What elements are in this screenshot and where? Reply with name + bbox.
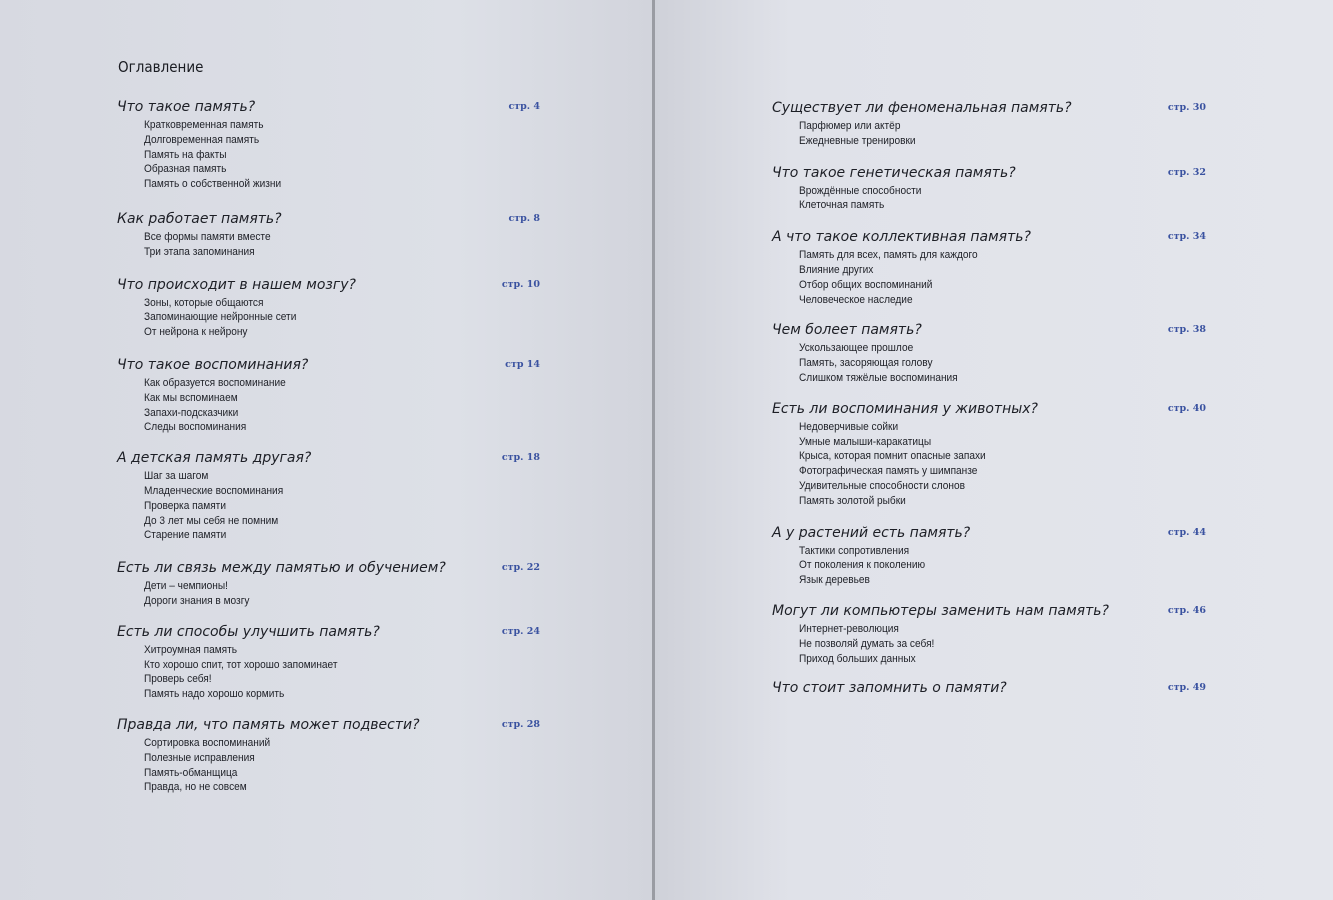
section-page-number: стр. 40 [1167,402,1206,414]
subtopic-item: Как образуется воспоминание [144,376,286,389]
subtopic-item: Запоминающие нейронные сети [144,311,297,324]
toc-section [117,622,540,702]
section-title[interactable]: Что такое память? [117,99,256,115]
subtopic-item: Память золотой рыбки [799,494,906,507]
subtopic-list [117,295,540,340]
subtopic-item: Человеческое наследие [799,293,913,306]
section-title[interactable]: Существует ли феноменальная память? [772,100,1072,116]
subtopic-item: Хитроумная память [144,643,238,656]
section-title[interactable]: Что такое генетическая память? [772,164,1016,181]
section-page-number: стр. 32 [1167,166,1206,178]
section-page-number: стр. 44 [1167,526,1206,538]
subtopic-list [772,183,1206,214]
subtopic-item: Парфюмер или актёр [799,120,901,132]
subtopic-item: Все формы памяти вместе [144,230,271,243]
subtopic-item: Фотографическая память у шимпанзе [799,465,978,478]
subtopic-item: От поколения к поколению [799,559,926,572]
subtopic-item: Недоверчивые сойки [799,420,899,433]
section-page-number: стр. 30 [1167,102,1206,113]
section-title[interactable]: Что такое воспоминания? [117,356,309,373]
section-title[interactable]: Чем болеет память? [772,322,922,339]
section-title[interactable]: Правда ли, что память может подвести? [117,716,420,733]
subtopic-list [772,340,1206,385]
subtopic-item: Слишком тяжёлые воспоминания [799,371,958,384]
toc-section [117,209,540,260]
subtopic-item: Память для всех, память для каждого [799,249,978,262]
section-page-number: стр. 28 [501,718,540,730]
section-page-number: стр. 4 [508,101,540,112]
subtopic-list [117,117,540,192]
section-page-number: стр. 38 [1167,324,1206,336]
toc-section [772,399,1206,509]
toc-section [772,320,1206,385]
section-title[interactable]: А что такое коллективная память? [772,229,1031,246]
toc-section [117,275,540,340]
toc-section [772,98,1206,149]
subtopic-item: Зоны, которые общаются [144,296,264,309]
toc-section [772,227,1206,307]
subtopic-item: Сортировка воспоминаний [144,736,271,749]
toc-section [772,523,1206,588]
subtopic-list [117,375,540,435]
subtopic-item: Интернет-революция [799,622,899,635]
subtopic-item: Влияние других [799,263,874,276]
subtopic-list [117,578,540,609]
left-toc-column [117,97,540,795]
section-page-number: стр 14 [505,358,540,370]
subtopic-item: Отбор общих воспоминаний [799,278,933,291]
section-page-number: стр. 8 [508,212,540,224]
subtopic-item: Память надо хорошо кормить [144,688,285,701]
subtopic-item: Не позволяй думать за себя! [799,637,935,650]
section-page-number: стр. 46 [1167,604,1206,616]
subtopic-item: До 3 лет мы себя не помним [144,514,279,527]
subtopic-item: Приход больших данных [799,652,916,665]
subtopic-item: Язык деревьев [799,574,870,587]
subtopic-item: Проверь себя! [144,673,212,686]
subtopic-item: Врождённые способности [799,184,922,197]
section-title[interactable]: Как работает память? [117,210,282,227]
subtopic-item: Крыса, которая помнит опасные запахи [799,450,986,463]
subtopic-list [117,642,540,702]
subtopic-item: Память-обманщица [144,766,238,779]
toc-section [117,558,540,609]
section-page-number: стр. 49 [1167,682,1206,694]
subtopic-item: Шаг за шагом [144,470,209,483]
subtopic-item: Долговременная память [144,133,260,146]
subtopic-item: Кратковременная память [144,119,264,131]
subtopic-item: Ежедневные тренировки [799,134,916,147]
subtopic-item: Три этапа запоминания [144,245,255,258]
section-page-number: стр. 22 [501,562,540,574]
subtopic-item: Правда, но не совсем [144,781,247,794]
toc-section [117,448,540,543]
section-title[interactable]: А детская память другая? [117,450,312,467]
subtopic-item: Дети – чемпионы! [144,580,228,593]
subtopic-item: Тактики сопротивления [799,544,910,557]
toc-section [772,678,1206,698]
section-page-number: стр. 18 [501,452,540,464]
toc-section [772,601,1206,666]
subtopic-item: Проверка памяти [144,499,226,512]
subtopic-item: Умные малыши-каракатицы [799,435,932,448]
subtopic-item: Ускользающее прошлое [799,342,914,355]
subtopic-item: Запахи-подсказчики [144,406,239,419]
subtopic-item: Удивительные способности слонов [799,479,965,492]
section-title[interactable]: Есть ли воспоминания у животных? [772,400,1038,417]
subtopic-item: Полезные исправления [144,751,255,764]
section-title[interactable]: Могут ли компьютеры заменить нам память? [772,602,1109,619]
toc-section [117,715,540,795]
section-page-number: стр. 10 [501,278,540,290]
subtopic-item: Следы воспоминания [144,421,247,434]
section-page-number: стр. 24 [501,625,540,637]
right-toc-column [772,98,1206,698]
subtopic-list [772,118,1206,149]
subtopic-list [117,735,540,795]
toc-section [117,355,540,435]
subtopic-item: Клеточная память [799,199,885,212]
section-title[interactable]: А у растений есть память? [772,524,971,541]
subtopic-item: От нейрона к нейрону [144,326,248,339]
subtopic-item: Кто хорошо спит, тот хорошо запоминает [144,658,338,671]
section-page-number: стр. 34 [1167,231,1206,243]
subtopic-list [117,468,540,543]
subtopic-list [772,247,1206,307]
subtopic-item: Образная память [144,163,227,176]
subtopic-list [117,229,540,260]
subtopic-item: Память о собственной жизни [144,178,282,191]
subtopic-item: Как мы вспоминаем [144,391,238,404]
toc-section [117,97,540,192]
subtopic-item: Старение памяти [144,529,227,542]
section-title[interactable]: Есть ли связь между памятью и обучением? [117,560,446,577]
section-title[interactable]: Есть ли способы улучшить память? [117,623,380,640]
section-title[interactable]: Что стоит запомнить о памяти? [772,680,1007,697]
toc-heading: Оглавление [118,58,204,76]
subtopic-list [772,419,1206,509]
subtopic-item: Память на факты [144,148,227,161]
toc-section [772,163,1206,214]
subtopic-list [772,543,1206,588]
subtopic-item: Дороги знания в мозгу [144,594,250,607]
subtopic-item: Память, засоряющая голову [799,357,933,370]
subtopic-list [772,621,1206,666]
subtopic-item: Младенческие воспоминания [144,484,284,497]
section-title[interactable]: Что происходит в нашем мозгу? [117,276,356,293]
